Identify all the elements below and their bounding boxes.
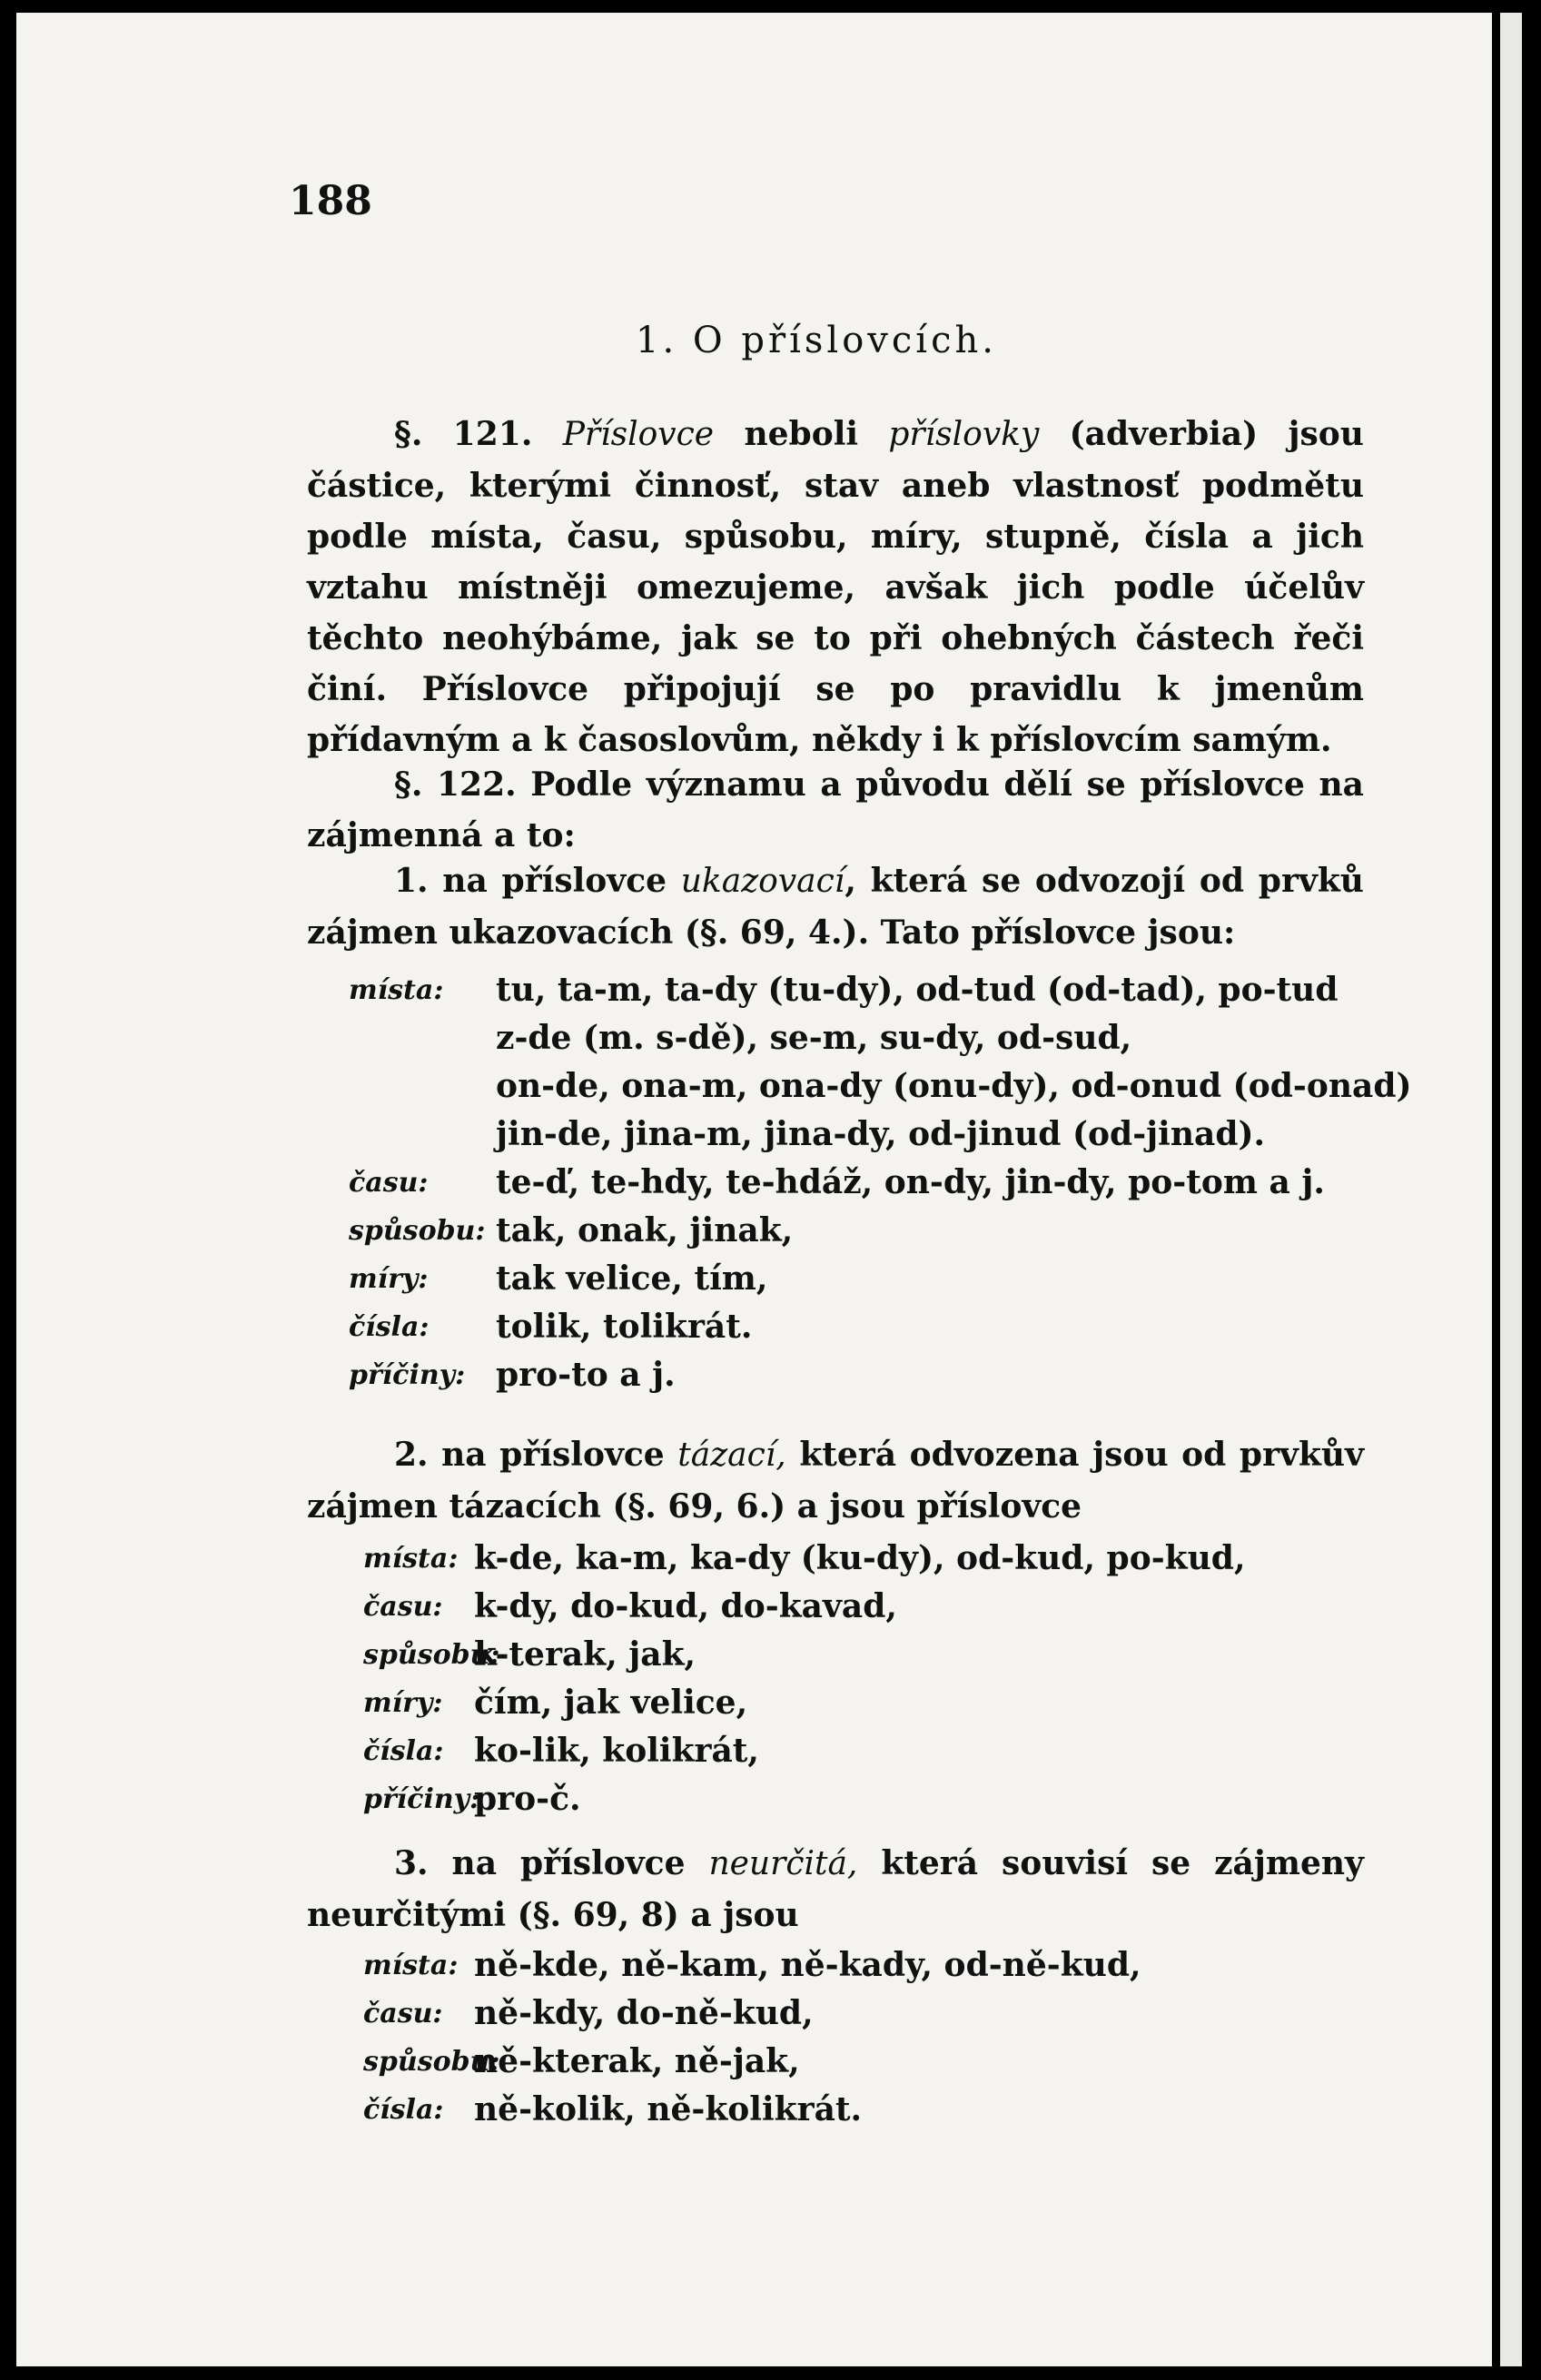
row-value: k-dy, do-kud, do-kavad, bbox=[474, 1587, 897, 1625]
subsection-prefix: 2. na příslovce bbox=[394, 1436, 665, 1474]
row-label: čísla: bbox=[363, 2094, 444, 2126]
row-value: tak velice, tím, bbox=[496, 1259, 768, 1298]
row-value: z-de (m. s-dě), se-m, su-dy, od-sud, bbox=[496, 1019, 1132, 1057]
subsection-1 bbox=[307, 855, 1364, 958]
paragraph-121 bbox=[307, 409, 1364, 765]
row-value: tu, ta-m, ta-dy (tu-dy), od-tud (od-tad), po-tud bbox=[496, 971, 1338, 1009]
page-number: 188 bbox=[289, 178, 372, 224]
term-neurcita: neurčitá, bbox=[708, 1845, 858, 1882]
subsection-3 bbox=[307, 1838, 1364, 1941]
row-value: ně-kdy, do-ně-kud, bbox=[474, 1994, 814, 2032]
subsection-text: , která se odvozojí od prvků zájmen ukazovacích (§. 69, 4.). Tato příslovce jsou: bbox=[307, 862, 1364, 952]
list-item bbox=[363, 1941, 1141, 1990]
subsection-text: která souvisí se zájmeny neurčitými (§. 69, 8) a jsou bbox=[307, 1844, 1364, 1934]
list-item bbox=[349, 1062, 1412, 1111]
term-ukazovaci: ukazovací bbox=[680, 863, 845, 900]
list-item bbox=[349, 1207, 1412, 1255]
row-value: ko-lik, kolikrát, bbox=[474, 1732, 759, 1770]
row-label: příčiny: bbox=[363, 1783, 480, 1815]
row-label: čísla: bbox=[363, 1735, 444, 1767]
row-label: míry: bbox=[363, 1687, 443, 1719]
list-item bbox=[349, 1111, 1412, 1159]
row-label: míry: bbox=[349, 1263, 429, 1295]
list-item bbox=[363, 1990, 1141, 2038]
list-item bbox=[349, 1255, 1412, 1303]
row-label: místa: bbox=[363, 1543, 459, 1575]
list-item bbox=[363, 1775, 1245, 1823]
row-label: spůsobu: bbox=[363, 2046, 500, 2078]
paragraph-text: §. 122. Podle významu a původu dělí se příslovce na zájmenná a to: bbox=[307, 765, 1364, 854]
term-tazaci: tázací, bbox=[677, 1437, 786, 1474]
row-label: spůsobu: bbox=[363, 1639, 500, 1671]
section-number: §. 121. bbox=[394, 415, 533, 453]
paragraph-text: (adverbia) jsou částice, kterými činnosť, stav aneb vlastnosť podmětu podle místa, času, spůsobu, míry, stupně, čísla a jich vztahu místněji omezujeme, avšak jich podle účelův těchto neohýbáme, jak se to při ohebných částech řeči činí. Příslovce připojují se po pravidlu k jmenům přídavným a k časoslovům, někdy i k příslovcím samým. bbox=[307, 415, 1364, 759]
list-item bbox=[363, 2038, 1141, 2086]
row-label: příčiny: bbox=[349, 1359, 466, 1391]
subsection-2 bbox=[307, 1429, 1364, 1532]
paragraph-122 bbox=[307, 759, 1364, 861]
list-item bbox=[349, 1014, 1412, 1062]
subsection-prefix: 1. na příslovce bbox=[394, 862, 667, 900]
chapter-title: 1. O příslovcích. bbox=[636, 320, 997, 361]
list-ukazovaci bbox=[349, 966, 1412, 1399]
row-value: ně-kde, ně-kam, ně-kady, od-ně-kud, bbox=[474, 1946, 1141, 1984]
row-value: tak, onak, jinak, bbox=[496, 1211, 794, 1249]
list-item bbox=[363, 1583, 1245, 1631]
list-item bbox=[349, 966, 1412, 1014]
list-item bbox=[363, 1727, 1245, 1775]
list-item bbox=[363, 1631, 1245, 1679]
row-value: k-terak, jak, bbox=[474, 1635, 696, 1674]
row-value: on-de, ona-m, ona-dy (onu-dy), od-onud (od-onad) bbox=[496, 1067, 1412, 1105]
row-label: čísla: bbox=[349, 1311, 430, 1343]
row-label: času: bbox=[349, 1167, 429, 1199]
row-value: tolik, tolikrát. bbox=[496, 1308, 753, 1346]
row-value: te-ď, te-hdy, te-hdáž, on-dy, jin-dy, po-tom a j. bbox=[496, 1163, 1325, 1201]
row-value: pro-to a j. bbox=[496, 1356, 676, 1394]
row-label: místa: bbox=[349, 974, 444, 1006]
list-item bbox=[363, 2086, 1141, 2134]
row-value: čím, jak velice, bbox=[474, 1684, 748, 1722]
list-item bbox=[363, 1535, 1245, 1583]
list-item bbox=[349, 1303, 1412, 1351]
row-value: ně-kterak, ně-jak, bbox=[474, 2042, 800, 2080]
row-value: jin-de, jina-m, jina-dy, od-jinud (od-jinad). bbox=[496, 1115, 1266, 1153]
connector-word: neboli bbox=[744, 415, 859, 453]
row-label: času: bbox=[363, 1998, 443, 2029]
row-value: ně-kolik, ně-kolikrát. bbox=[474, 2090, 863, 2128]
subsection-text: která odvozena jsou od prvkův zájmen tázacích (§. 69, 6.) a jsou příslovce bbox=[307, 1436, 1364, 1526]
list-item bbox=[349, 1159, 1412, 1207]
subsection-prefix: 3. na příslovce bbox=[394, 1844, 686, 1882]
list-neurcita bbox=[363, 1941, 1141, 2134]
row-label: spůsobu: bbox=[349, 1215, 486, 1247]
row-value: pro-č. bbox=[474, 1780, 581, 1818]
adjacent-page-edge bbox=[1500, 13, 1522, 2366]
term-prislovce: Příslovce bbox=[562, 416, 715, 453]
row-value: k-de, ka-m, ka-dy (ku-dy), od-kud, po-kud, bbox=[474, 1539, 1246, 1577]
list-item bbox=[363, 1679, 1245, 1727]
row-label: času: bbox=[363, 1591, 443, 1623]
list-tazaci bbox=[363, 1535, 1245, 1823]
row-label: místa: bbox=[363, 1950, 459, 1981]
list-item bbox=[349, 1351, 1412, 1399]
term-prislovky: příslovky bbox=[888, 416, 1040, 453]
